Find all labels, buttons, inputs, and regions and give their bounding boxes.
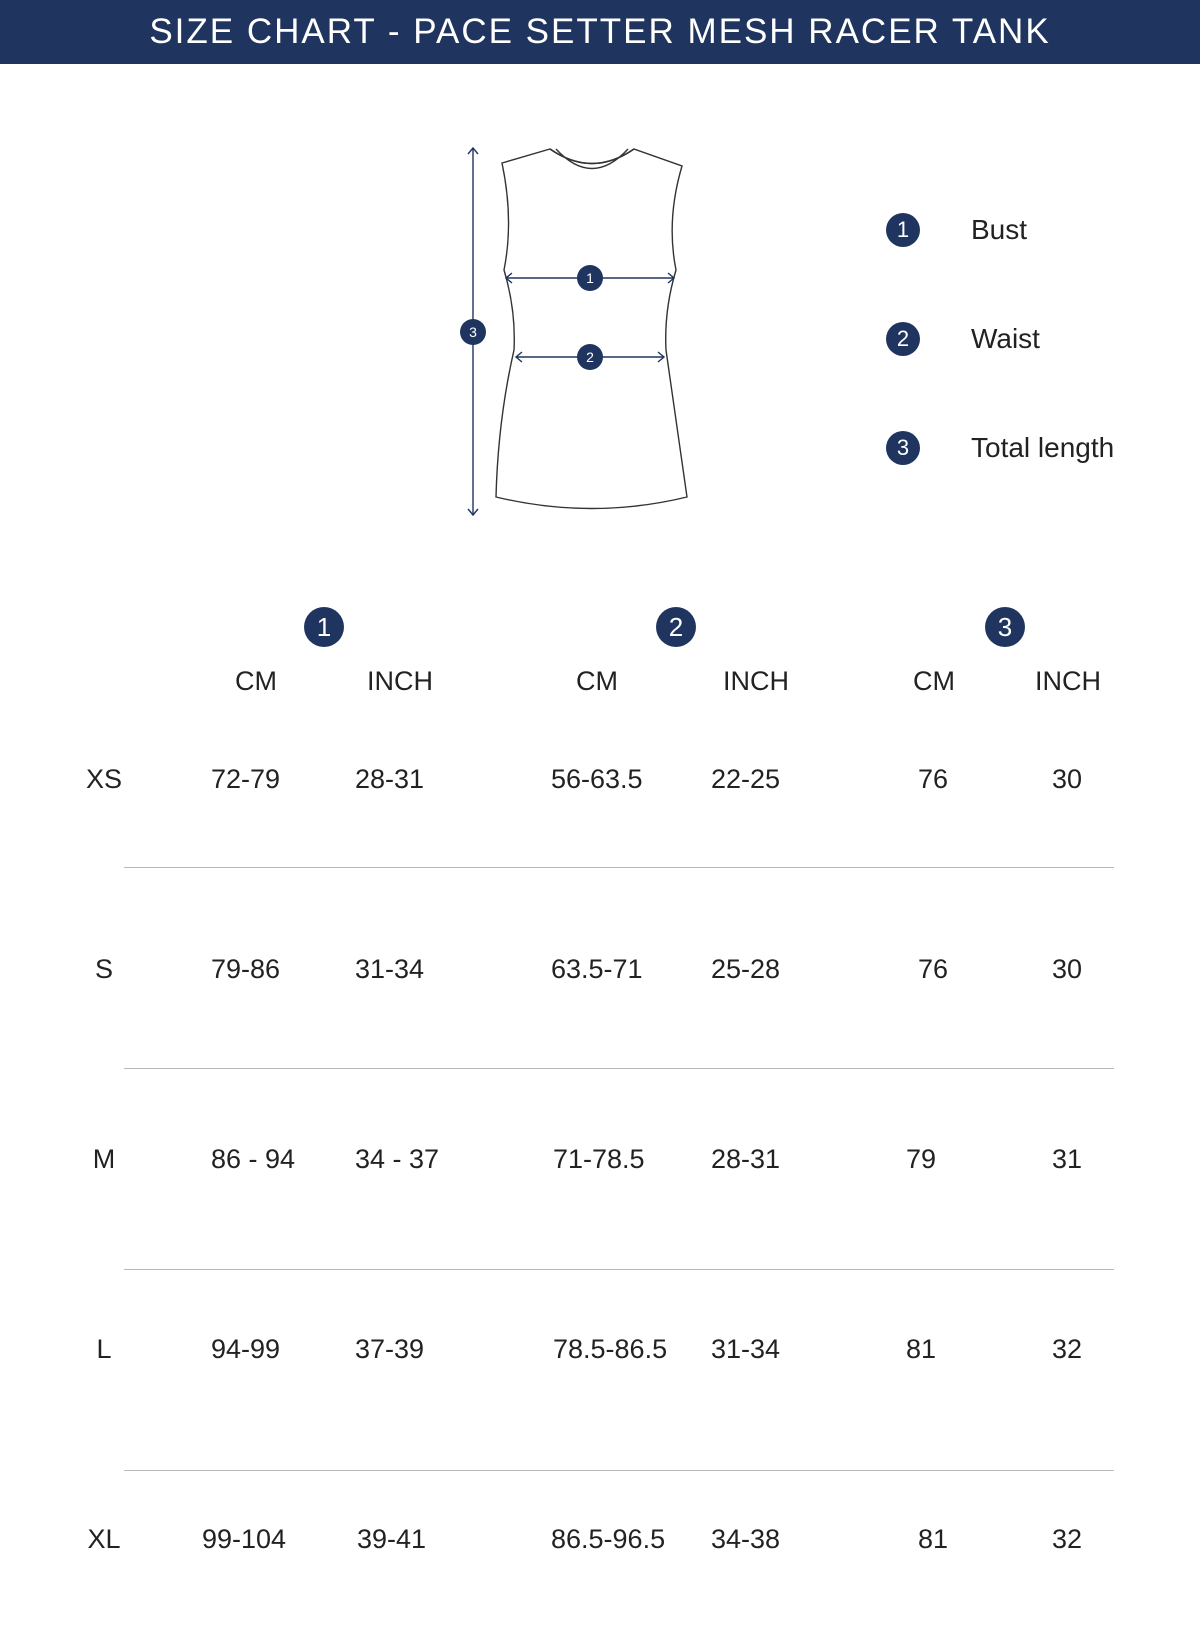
size-label: XL (87, 1524, 121, 1554)
unit-header-bust-inch: INCH (367, 666, 433, 696)
unit-header-length-inch: INCH (1035, 666, 1101, 696)
garment-outline (496, 149, 687, 509)
waist-cm-value: 71-78.5 (553, 1144, 645, 1174)
table-row (0, 1334, 1200, 1374)
bust-inch-value: 28-31 (355, 764, 425, 794)
legend-label: Waist (971, 323, 1040, 354)
row-divider (124, 1470, 1114, 1471)
waist-cm-value: 63.5-71 (551, 954, 643, 984)
waist-cm-value: 78.5-86.5 (553, 1334, 668, 1364)
bust-cm-value: 72-79 (211, 764, 281, 794)
bust-cm-value: 86 - 94 (211, 1144, 296, 1174)
column-badge-length: 3 (985, 607, 1025, 647)
bust-inch-value: 39-41 (357, 1524, 427, 1554)
table-row (0, 954, 1200, 994)
size-label: L (96, 1334, 112, 1364)
waist-marker-label: 2 (586, 349, 594, 365)
length-cm-value: 76 (918, 764, 949, 794)
column-badge-bust: 1 (304, 607, 344, 647)
waist-inch-value: 25-28 (711, 954, 781, 984)
bust-inch-value: 34 - 37 (355, 1144, 440, 1174)
row-divider (124, 1269, 1114, 1270)
length-cm-value: 79 (906, 1144, 937, 1174)
table-row (0, 764, 1200, 804)
table-row (0, 1144, 1200, 1184)
length-inch-value: 32 (1052, 1524, 1083, 1554)
bust-cm-value: 79-86 (211, 954, 281, 984)
waist-cm-value: 56-63.5 (551, 764, 643, 794)
length-cm-value: 76 (918, 954, 949, 984)
length-cm-value: 81 (906, 1334, 937, 1364)
column-badge-waist: 2 (656, 607, 696, 647)
bust-cm-value: 94-99 (211, 1334, 281, 1364)
unit-header-waist-cm: CM (576, 666, 618, 696)
bust-inch-value: 37-39 (355, 1334, 425, 1364)
unit-header-length-cm: CM (913, 666, 955, 696)
length-inch-value: 32 (1052, 1334, 1083, 1364)
waist-inch-value: 34-38 (711, 1524, 781, 1554)
page-title: SIZE CHART - PACE SETTER MESH RACER TANK (0, 0, 1200, 64)
legend-badge: 3 (886, 431, 920, 465)
row-divider (124, 1068, 1114, 1069)
waist-inch-value: 31-34 (711, 1334, 781, 1364)
legend-badge: 1 (886, 213, 920, 247)
bust-inch-value: 31-34 (355, 954, 425, 984)
unit-header-bust-cm: CM (235, 666, 277, 696)
legend-label: Bust (971, 214, 1028, 245)
legend-label: Total length (971, 432, 1115, 463)
length-inch-value: 31 (1052, 1144, 1083, 1174)
tank-top-diagram (440, 140, 700, 530)
waist-inch-value: 28-31 (711, 1144, 781, 1174)
bust-cm-value: 99-104 (202, 1524, 287, 1554)
size-label: S (94, 954, 113, 984)
length-cm-value: 81 (918, 1524, 949, 1554)
table-row (0, 1524, 1200, 1564)
legend-item-bust (886, 212, 1028, 248)
size-label: M (92, 1144, 116, 1174)
length-inch-value: 30 (1052, 764, 1083, 794)
legend-badge: 2 (886, 322, 920, 356)
legend-item-waist (886, 321, 1040, 357)
row-divider (124, 867, 1114, 868)
length-inch-value: 30 (1052, 954, 1083, 984)
unit-header-waist-inch: INCH (723, 666, 789, 696)
size-label: XS (85, 764, 123, 794)
bust-marker-label: 1 (586, 270, 594, 286)
legend-item-length (886, 430, 1115, 466)
waist-inch-value: 22-25 (711, 764, 781, 794)
length-marker-label: 3 (469, 324, 477, 340)
waist-cm-value: 86.5-96.5 (551, 1524, 666, 1554)
